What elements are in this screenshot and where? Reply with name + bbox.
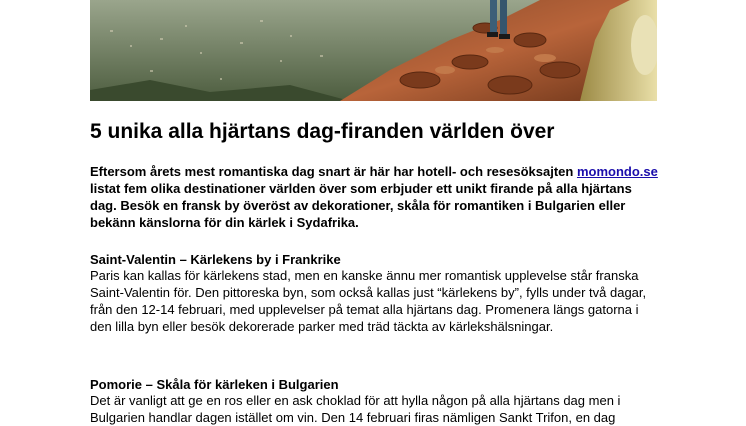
section-body: Paris kan kallas för kärlekens stad, men en kanske ännu mer romantisk upplevelse står franska Saint-Valentin för. Den pittoreska byn, som också kallas just “kärlekens by”, fylls under två dagar, från den 12-14 februari, med upplevelser på temat alla hjärtans dag. Promenera längs gatorna i den lilla byn eller besök dekorerade parker med träd täckta av kärlekshälsningar. bbox=[90, 268, 647, 334]
hero-photo-illustration bbox=[90, 0, 657, 101]
section-heading: Pomorie – Skåla för kärleken i Bulgarien bbox=[90, 377, 339, 392]
intro-rest: listat fem olika destinationer världen över som erbjuder ett unikt firande på alla hjärtans dag. Besök en fransk by överöst av dekorationer, skåla för romantiken i Bulgarien eller bekänn känslorna för din kärlek i Sydafrika. bbox=[90, 181, 632, 230]
intro-text: Eftersom årets mest romantiska dag snart är här har hotell- och resesöksajten bbox=[90, 164, 577, 179]
article-title: 5 unika alla hjärtans dag-firanden världen över bbox=[90, 120, 555, 143]
hero-image bbox=[90, 0, 657, 101]
section-heading: Saint-Valentin – Kärlekens by i Frankrike bbox=[90, 252, 341, 267]
article-intro bbox=[90, 163, 660, 231]
section-body: Det är vanligt att ge en ros eller en ask choklad för att hylla någon på alla hjärtans dag men i Bulgarien handlar dagen istället om vin. Den 14 februari firas nämligen Sankt Trifon, en dag bbox=[90, 393, 621, 425]
momondo-link[interactable]: momondo.se bbox=[576, 164, 658, 179]
